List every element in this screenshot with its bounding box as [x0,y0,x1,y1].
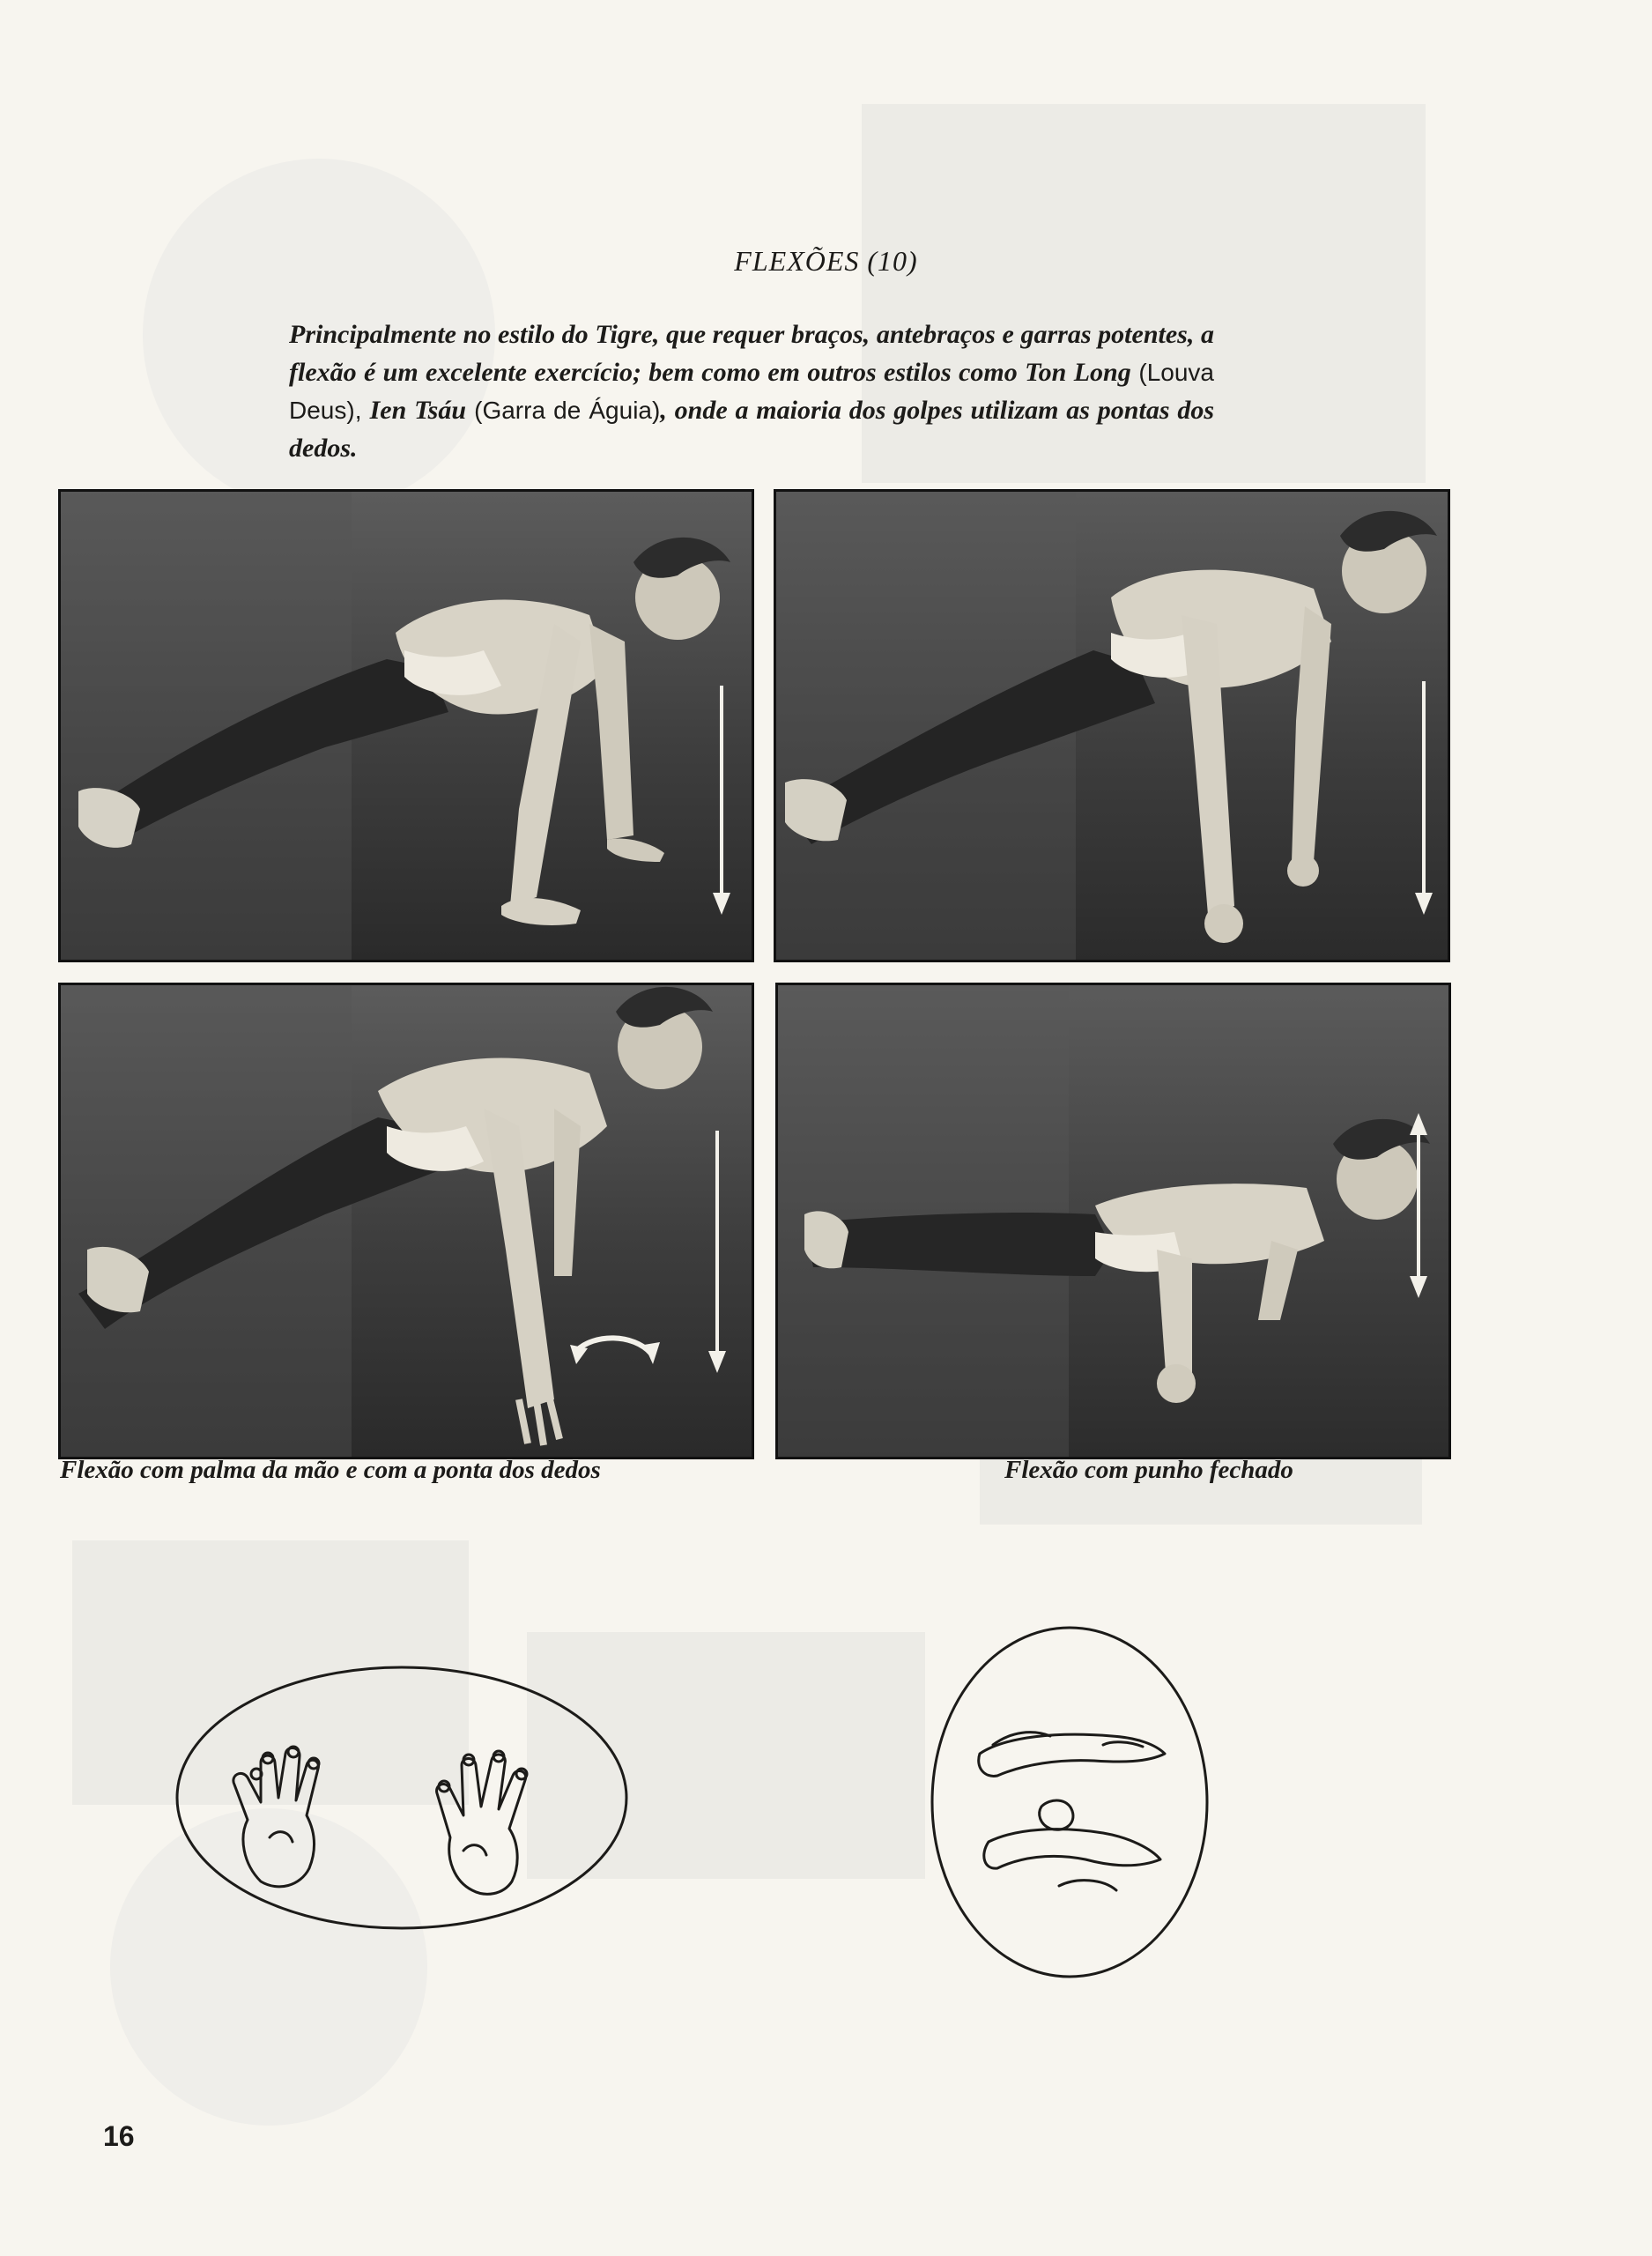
caption-closed-fist: Flexão com punho fechado [1004,1456,1293,1484]
intro-style-ien-tsau: Ien Tsáu [369,396,467,425]
page-title: FLEXÕES (10) [734,245,918,277]
left-hand-icon [233,1747,319,1887]
intro-paragraph [289,315,1214,467]
fist-icon [979,1733,1165,1890]
intro-style-ien-tsau-name: (Garra de Águia) [466,397,661,424]
right-hand-icon [437,1751,527,1894]
closed-fist-drawing [927,1622,1212,1983]
caption-palm-and-fingertips: Flexão com palma da mão e com a ponta dos dedos [60,1456,601,1484]
intro-style-ton-long: Ton Long [1025,358,1131,387]
fingertip-hands-drawing [173,1661,631,1934]
photo-pushup-fist-high [774,489,1450,962]
intro-text-end: , onde a maioria dos golpes utilizam as pontas dos dedos. [289,396,1214,463]
photo-pushup-fingertips [58,983,754,1459]
photo-pushup-palm [58,489,754,962]
page-number: 16 [103,2120,135,2152]
photo-pushup-fist-low [775,983,1451,1459]
intro-text-start: Principalmente no estilo do Tigre, que requer braços, antebraços e garras potentes, a flexão é um excelente exercício; bem como em outros estilos como [289,320,1214,387]
intro-style-ton-long-name: (Louva Deus), [289,359,1214,424]
